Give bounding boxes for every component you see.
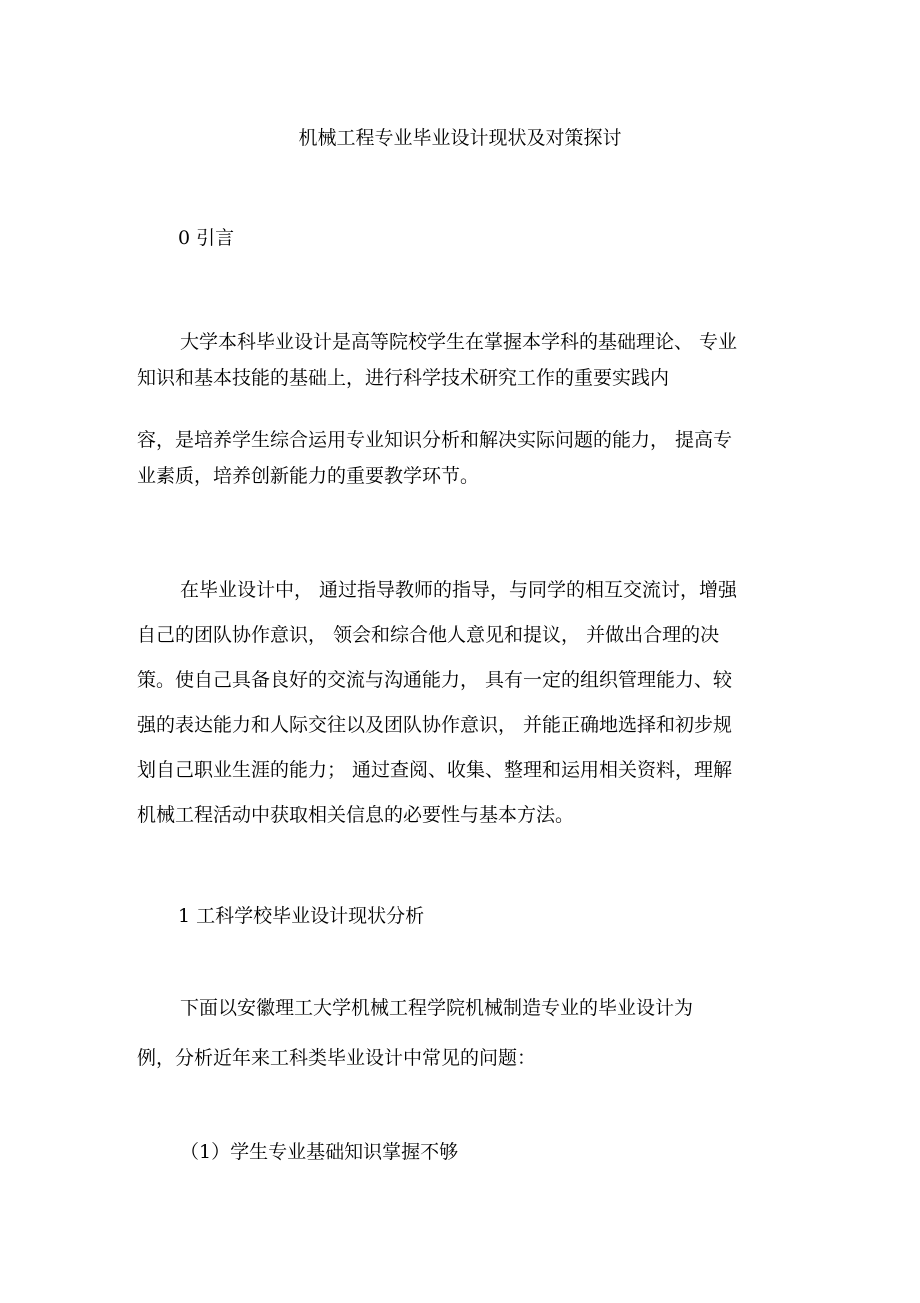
- document-title: 机械工程专业毕业设计现状及对策探讨: [298, 127, 622, 149]
- list-item-1: （1）学生专业基础知识掌握不够: [180, 1141, 459, 1163]
- paragraph-2-line-4: 强的表达能力和人际交往以及团队协作意识， 并能正确地选择和初步规: [137, 714, 733, 736]
- paragraph-1-line-3: 容，是培养学生综合运用专业知识分析和解决实际问题的能力， 提高专: [137, 429, 733, 451]
- paragraph-1-line-2: 知识和基本技能的基础上，进行科学技术研究工作的重要实践内: [137, 367, 670, 389]
- paragraph-1-line-1: 大学本科毕业设计是高等院校学生在掌握本学科的基础理论、 专业: [180, 331, 738, 353]
- paragraph-3-line-1: 下面以安徽理工大学机械工程学院机械制造专业的毕业设计为: [180, 997, 694, 1019]
- paragraph-2-line-3: 策。使自己具备良好的交流与沟通能力， 具有一定的组织管理能力、较: [137, 669, 733, 691]
- paragraph-3-line-2: 例，分析近年来工科类毕业设计中常见的问题：: [137, 1047, 537, 1069]
- paragraph-2-line-2: 自己的团队协作意识， 领会和综合他人意见和提议， 并做出合理的决: [137, 624, 720, 646]
- paragraph-2-line-5: 划自己职业生涯的能力； 通过查阅、收集、整理和运用相关资料，理解: [137, 759, 733, 781]
- section-heading-analysis: 1 工科学校毕业设计现状分析: [178, 905, 425, 927]
- section-heading-introduction: 0 引言: [178, 227, 235, 249]
- paragraph-2-line-6: 机械工程活动中获取相关信息的必要性与基本方法。: [137, 804, 575, 826]
- paragraph-1-line-4: 业素质，培养创新能力的重要教学环节。: [137, 465, 480, 487]
- paragraph-2-line-1: 在毕业设计中， 通过指导教师的指导，与同学的相互交流讨，增强: [180, 579, 738, 601]
